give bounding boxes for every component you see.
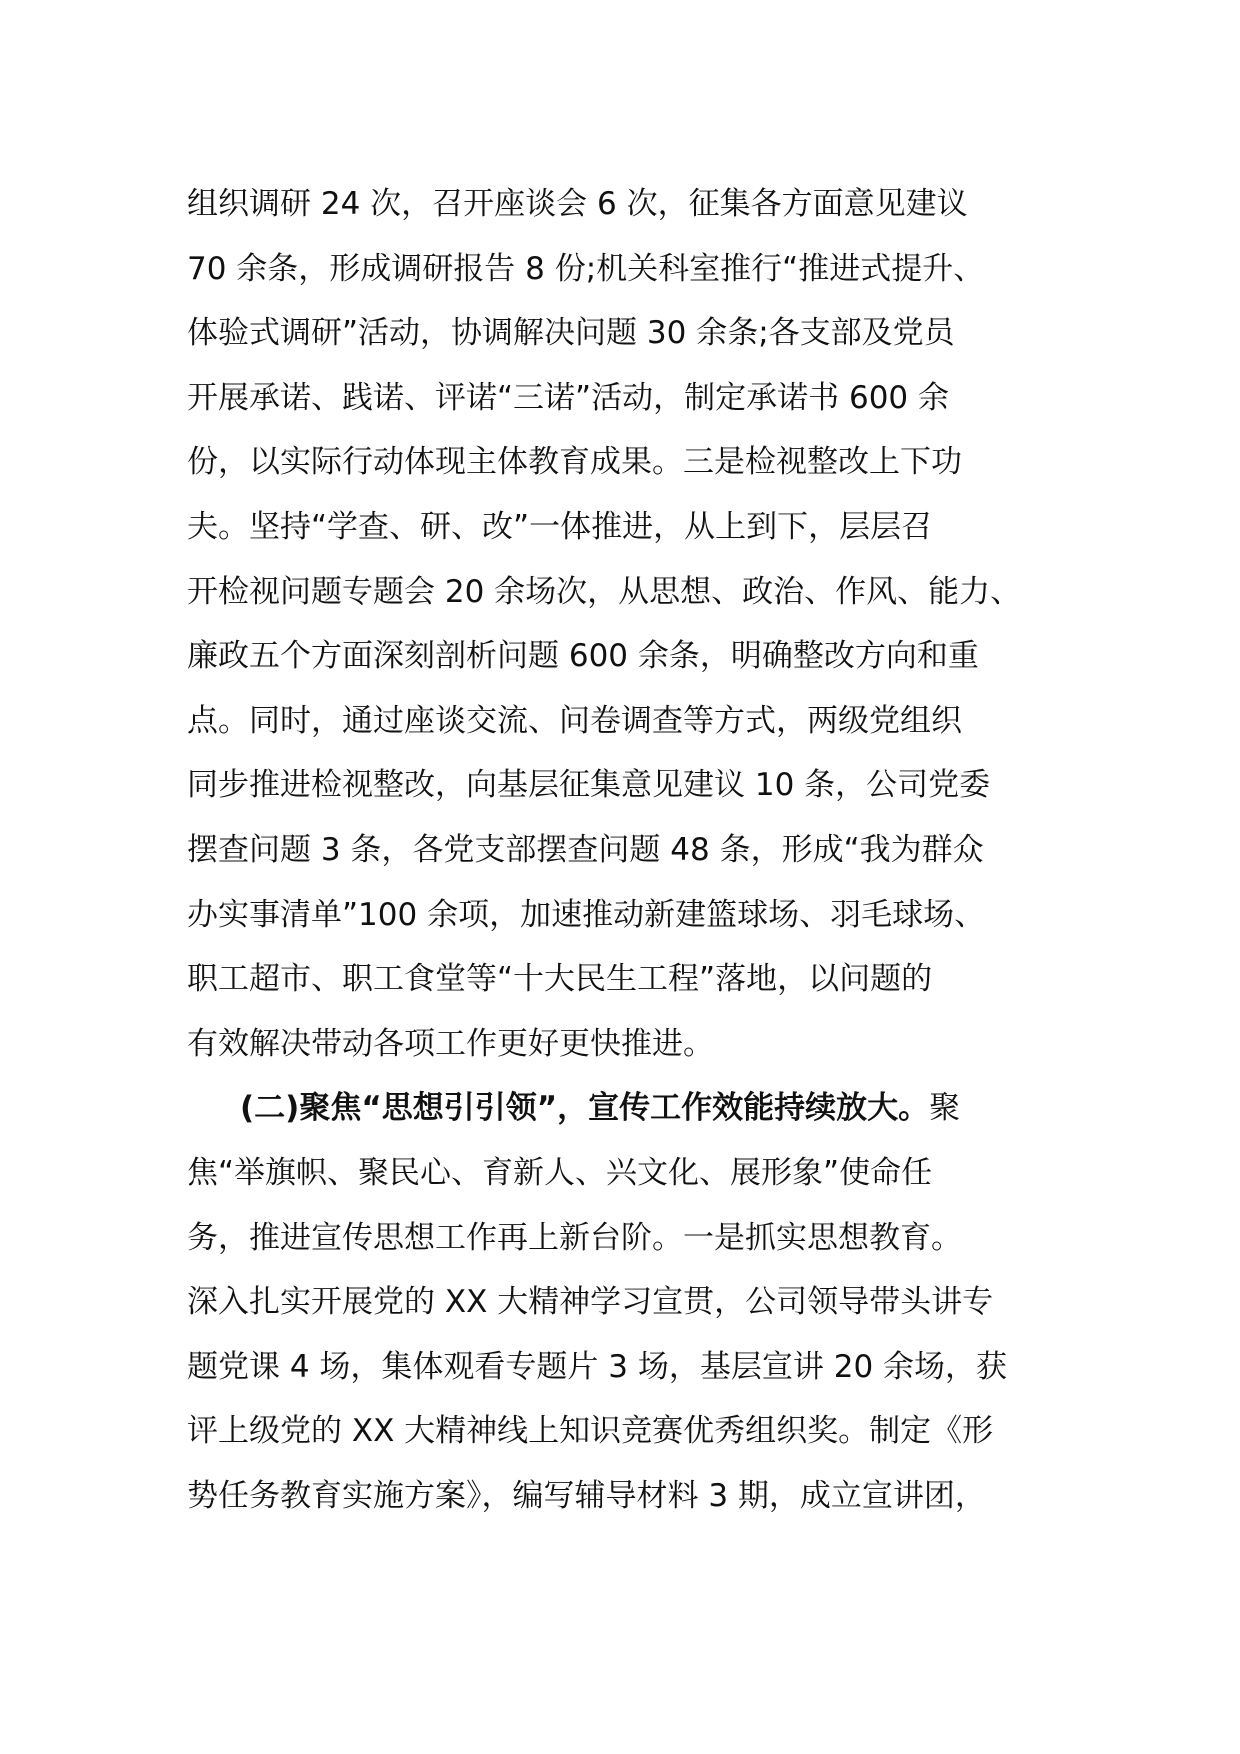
text-line: 评上级党的 XX 大精神线上知识竞赛优秀组织奖。制定《形 bbox=[187, 1413, 994, 1450]
text-line: 势任务教育实施方案》，编写辅导材料 3 期，成立宣讲团， bbox=[187, 1477, 986, 1514]
section-heading: (二)聚焦“思想引引领”，宣传工作效能持续放大。 bbox=[240, 1090, 930, 1127]
text-line: 职工超市、职工食堂等“十大民生工程”落地，以问题的 bbox=[187, 961, 933, 998]
text-line: 廉政五个方面深刻剖析问题 600 余条，明确整改方向和重 bbox=[187, 638, 979, 675]
text-line: 同步推进检视整改，向基层征集意见建议 10 条，公司党委 bbox=[187, 767, 991, 804]
text-line: 开检视问题专题会 20 余场次，从思想、政治、作风、能力、 bbox=[187, 573, 1022, 610]
text-line: 份，以实际行动体现主体教育成果。三是检视整改上下功 bbox=[187, 444, 962, 481]
text-line: 开展承诺、践诺、评诺“三诺”活动，制定承诺书 600 余 bbox=[187, 379, 949, 416]
text-line: 焦“举旗帜、聚民心、育新人、兴文化、展形象”使命任 bbox=[187, 1154, 933, 1191]
text-line: 办实事清单”100 余项，加速推动新建篮球场、羽毛球场、 bbox=[187, 896, 986, 933]
text-line: 摆查问题 3 条，各党支部摆查问题 48 条，形成“我为群众 bbox=[187, 831, 984, 868]
text-line: 有效解决带动各项工作更好更快推进。 bbox=[187, 1025, 714, 1062]
section-heading-tail: 聚 bbox=[929, 1090, 961, 1127]
text-line: 组织调研 24 次，召开座谈会 6 次，征集各方面意见建议 bbox=[187, 186, 968, 222]
text-line: 70 余条，形成调研报告 8 份;机关科室推行“推进式提升、 bbox=[187, 250, 985, 287]
text-line: 题党课 4 场，集体观看专题片 3 场，基层宣讲 20 余场，获 bbox=[187, 1348, 1008, 1385]
text-line: 体验式调研”活动，协调解决问题 30 余条;各支部及党员 bbox=[187, 315, 955, 352]
text-line: 务，推进宣传思想工作再上新台阶。一是抓实思想教育。 bbox=[187, 1219, 962, 1256]
body-text bbox=[187, 172, 1087, 1528]
text-line: 夫。坚持“学查、研、改”一体推进，从上到下，层层召 bbox=[187, 508, 933, 545]
text-line: 深入扎实开展党的 XX 大精神学习宣贯，公司领导带头讲专 bbox=[187, 1284, 994, 1321]
text-line: 点。同时，通过座谈交流、问卷调查等方式，两级党组织 bbox=[187, 702, 962, 739]
section-heading-line bbox=[187, 1076, 1087, 1141]
